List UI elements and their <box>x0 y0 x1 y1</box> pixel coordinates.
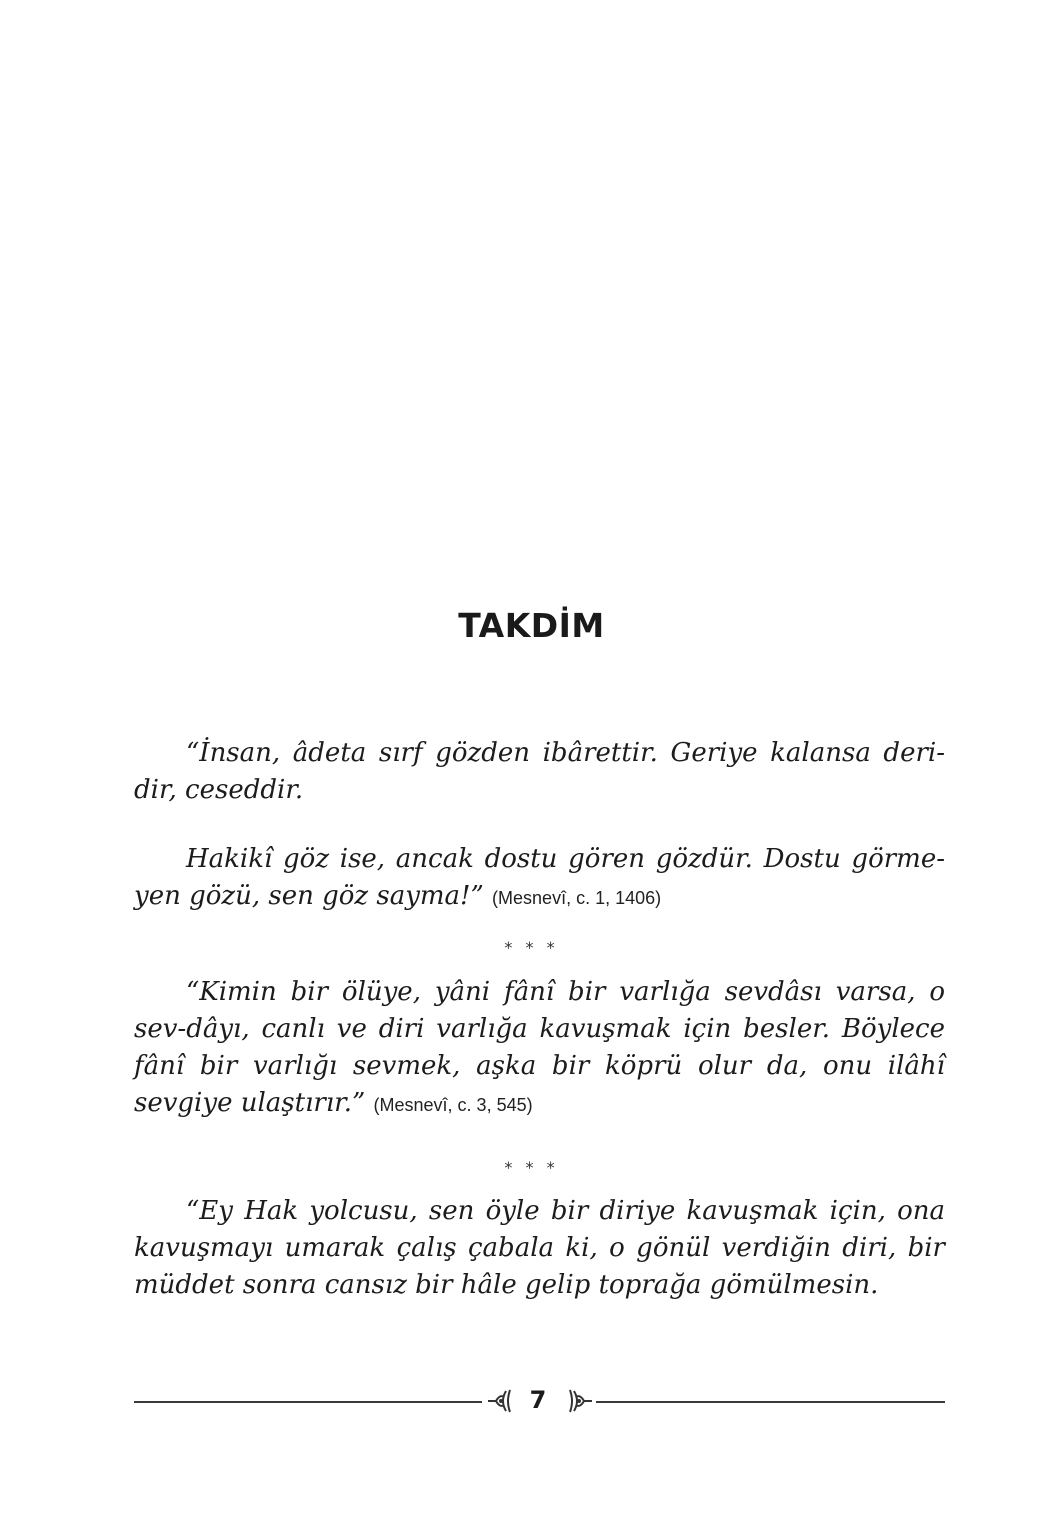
paragraph-1-text: “İnsan, âdeta sırf gözden ibârettir. Geriye kalansa deri-dir, ceseddir. <box>134 738 945 805</box>
flourish-right-icon <box>564 1388 594 1419</box>
paragraph-4-text: “Ey Hak yolcusu, sen öyle bir diriye kavuşmak için, ona kavuşmayı umarak çalış çabala ki, o gönül verdiğin diri, bir müddet sonra cansız bir hâle gelip toprağa gömülmesin. <box>134 1196 945 1300</box>
separator-2: * * * <box>504 1158 559 1177</box>
paragraph-2 <box>134 841 945 917</box>
page-title: TAKDİM <box>458 606 605 645</box>
footer-rule-right <box>596 1401 945 1403</box>
footer-rule-left <box>134 1401 482 1403</box>
separator-1: * * * <box>504 938 559 957</box>
flourish-left-icon <box>486 1388 516 1419</box>
citation-2: (Mesnevî, c. 3, 545) <box>373 1095 533 1115</box>
paragraph-2-text: Hakikî göz ise, ancak dostu gören gözdür. Dostu görme-yen gözü, sen göz sayma!” <box>134 844 945 911</box>
paragraph-4 <box>134 1193 945 1304</box>
paragraph-1 <box>134 735 945 809</box>
page-number: 7 <box>529 1386 547 1414</box>
citation-1: (Mesnevî, c. 1, 1406) <box>492 888 662 908</box>
paragraph-3 <box>134 974 945 1124</box>
paragraph-3-text: “Kimin bir ölüye, yâni fânî bir varlığa sevdâsı varsa, o sev-dâyı, canlı ve diri varlığa kavuşmak için besler. Böylece fânî bir varlığı sevmek, aşka bir köprü olur da, onu ilâhî sevgiye ulaştırır.” <box>134 977 945 1118</box>
